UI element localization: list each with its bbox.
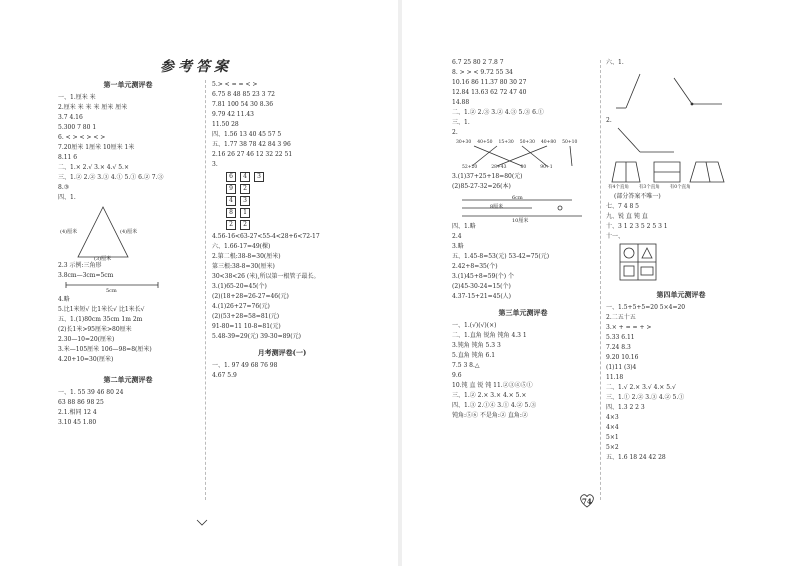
answer-line: 8.③ <box>58 184 70 191</box>
box-answer-grid <box>212 172 352 230</box>
answer-line: 3.(1)65-20=45(个) <box>212 283 267 290</box>
answer-block <box>212 361 352 381</box>
heart-icon <box>578 493 596 509</box>
length-diagram <box>452 192 594 222</box>
answer-line: (1)11 (3)4 <box>606 364 637 371</box>
figure-label: 40+80 <box>540 140 557 145</box>
figure-label: 有0个直角 <box>669 185 691 190</box>
answer-line: (2)(18+28=26-27=46(元) <box>212 293 289 300</box>
answer-block <box>452 222 594 252</box>
answer-line: 4×3 <box>606 414 619 421</box>
answer-line: 三、1.① 2.② 3.③ 4.② 5.① <box>606 394 685 401</box>
answer-box: 4 <box>240 172 250 182</box>
answer-line: 一、1. 55 39 46 80 24 <box>58 389 124 396</box>
answer-line: 8.11 6 <box>58 154 78 161</box>
answer-box: 1 <box>240 208 250 218</box>
answer-line: 10.16 86 11.37 80 30 27 <box>452 79 527 86</box>
column-divider-right <box>600 60 601 500</box>
answer-line: 91-80=11 10-8=81(元) <box>212 323 281 330</box>
answer-line: 5.48-39=29(元) 39-30=89(元) <box>212 333 301 340</box>
answer-line: 5.直角 钝角 6.1 <box>452 352 496 359</box>
answer-line: 3. <box>212 161 218 168</box>
figure-label: 80 <box>520 165 527 170</box>
answer-line: 7.5 3 8.△ <box>452 362 480 369</box>
answer-block <box>58 295 198 365</box>
answer-line: 5.> < = = < > <box>212 81 258 88</box>
box-row <box>224 184 352 194</box>
note-text: (部分答案不唯一) <box>614 193 661 200</box>
answer-line: 3.略 <box>452 243 464 250</box>
answer-line: 5.300 7 80 1 <box>58 124 97 131</box>
figure-label: 28+43 <box>491 165 507 170</box>
figure-label: 50+10 <box>562 140 578 145</box>
answer-line: 10.钝 直 锐 钝 11.②③④⑤① <box>452 382 533 389</box>
figure-label: 52+20 <box>462 165 478 170</box>
answer-line: (2)85-27-32=26(本) <box>452 183 511 190</box>
answer-block <box>606 383 756 463</box>
figure-label: 有4个直角 <box>608 185 629 190</box>
answer-line: 二、1.× 2.√ 3.× 4.√ 5.× <box>58 164 129 171</box>
page-gutter <box>398 0 402 566</box>
quadrilateral-figures <box>606 160 756 192</box>
triangle-left-label: (4)厘米 <box>60 229 78 235</box>
answer-line: 四、1.略 <box>452 223 476 230</box>
section-heading: 第一单元测评卷 <box>103 80 153 89</box>
answer-line: 四、1.3 2 2 3 <box>606 404 645 411</box>
answer-line: 4.略 <box>58 296 70 303</box>
chain-top-row <box>456 138 583 148</box>
left-col-2 <box>212 80 352 381</box>
answer-block <box>606 116 756 126</box>
box-row <box>224 208 352 218</box>
answer-line: 5×1 <box>606 434 619 441</box>
answer-line: 5×2 <box>606 444 619 451</box>
answer-line: 4×4 <box>606 424 619 431</box>
answer-block <box>58 93 198 203</box>
quadrilateral-icon <box>606 160 756 184</box>
answer-box: 9 <box>226 184 236 194</box>
answer-line: 第三根:38-8=30(厘米) <box>212 263 275 270</box>
right-col-1 <box>452 58 594 421</box>
page-number-badge <box>582 497 592 506</box>
answer-line: 2. <box>452 129 458 136</box>
answer-line: 3.× + = = + > <box>606 324 652 331</box>
answer-block <box>212 80 352 170</box>
answer-line: 9.20 10.16 <box>606 354 639 361</box>
angle-drawing-icon <box>606 68 756 112</box>
answer-box: 2 <box>226 220 236 230</box>
answer-line: 2.1.相同 12 4 <box>58 409 97 416</box>
answer-line: 3.7 4.16 <box>58 114 83 121</box>
ruler-figure <box>58 281 198 295</box>
answer-box: 4 <box>226 196 236 206</box>
answer-line: 3.10 45 1.80 <box>58 419 97 426</box>
figure-label: 90+1 <box>540 165 553 170</box>
answer-line: 三、1. <box>452 119 470 126</box>
box-row <box>224 172 352 182</box>
answer-line: 6. < > < > < > <box>58 134 106 141</box>
answer-line: 7.20厘米 1厘米 10厘米 1米 <box>58 144 135 151</box>
answer-line: 一、1.(√)(√)(×) <box>452 322 497 329</box>
ruler-label: 5cm <box>106 288 117 294</box>
answer-block <box>452 172 594 192</box>
answer-box: 6 <box>226 172 236 182</box>
answer-line: 一、1. 97 49 68 76 98 <box>212 362 278 369</box>
box-row <box>224 220 352 230</box>
section-heading: 第三单元测评卷 <box>498 308 548 317</box>
answer-block <box>606 303 756 383</box>
chevron-down-icon <box>196 512 208 531</box>
answer-line: 6.7 25 80 2 7.8 7 <box>452 59 504 66</box>
answer-block <box>58 261 198 281</box>
section-heading: 月考测评卷(一) <box>257 348 307 357</box>
answer-line: 二、1.直角 锐角 钝角 4.3 1 <box>452 332 527 339</box>
answer-line: 3.8cm—3cm=5cm <box>58 272 114 279</box>
answer-block <box>212 232 352 342</box>
answer-box: 8 <box>226 208 236 218</box>
answer-line: 五、1.(1)80cm 35cm 1m 2m <box>58 316 143 323</box>
answer-line: 2.二五十五 <box>606 314 636 321</box>
figure-label: 40+50 <box>477 140 493 145</box>
answer-line: 4.67 5.9 <box>212 372 237 379</box>
answer-line: 五、1.77 38 78 42 84 3 96 <box>212 141 291 148</box>
answer-line: 2. <box>606 117 612 124</box>
answer-line: 11.50 28 <box>212 121 239 128</box>
diagram-top-label: 6cm <box>512 195 523 201</box>
figure-label: 有3个直角 <box>638 185 660 190</box>
answer-line: 十、3 1 2 3 5 2 5 3 1 <box>606 223 668 230</box>
triangle-figure <box>58 203 198 261</box>
answer-line: 二、1.√ 2.× 3.√ 4.× 5.√ <box>606 384 676 391</box>
answer-line: 四、1.③ 2.①④ 3.① 4.② 5.③ <box>452 402 537 409</box>
answer-line: 九、锐 直 钝 直 <box>606 213 648 220</box>
answer-block <box>452 252 594 302</box>
answer-line: 63 88 86 98 25 <box>58 399 104 406</box>
answer-line: 4.(1)26+27=76(元) <box>212 303 270 310</box>
right-col-2 <box>606 58 756 463</box>
box-row <box>224 196 352 206</box>
answer-line: (2)长1米>95厘米>80厘米 <box>58 326 132 333</box>
section-heading: 第四单元测评卷 <box>656 290 706 299</box>
answer-line: 四、1.56 13 40 45 57 5 <box>212 131 282 138</box>
answer-line: 3.(1)45+8=59(个) 个 <box>452 273 514 280</box>
figure-label: 50+30 <box>519 140 535 145</box>
answer-line: 4.20+10=30(厘米) <box>58 356 114 363</box>
answer-line: 8. > > < 9.72 55 34 <box>452 69 513 76</box>
diagram-mid-label: 8厘米 <box>490 204 504 210</box>
answer-box: 2 <box>240 220 250 230</box>
answer-line: 4.56-16<63-27<55-4<28+6<72-17 <box>212 233 320 240</box>
section-heading: 第二单元测评卷 <box>103 375 153 384</box>
answer-line: 3.(1)37+25+18=80(元) <box>452 173 523 180</box>
answer-line: 七、7 4 8 5 <box>606 203 639 210</box>
answer-line: 2.16 26 27 46 12 32 22 51 <box>212 151 293 158</box>
answer-line: 六、1.66-17=49(棵) <box>212 243 271 250</box>
page-number: 74 <box>582 497 592 506</box>
answer-line: 7.81 100 54 30 8.36 <box>212 101 274 108</box>
answer-line: 2.4 <box>452 233 462 240</box>
answer-box: 2 <box>240 184 250 194</box>
left-col-1 <box>58 78 198 428</box>
answer-line: 一、1.5+5+5=20 5×4=20 <box>606 304 686 311</box>
answer-line: 9.79 42 11.43 <box>212 111 254 118</box>
answer-block <box>452 321 594 421</box>
answer-line: 三、1.② 2.× 3.× 4.× 5.× <box>452 392 527 399</box>
answer-block <box>606 58 756 68</box>
triangle-base-label: (3)厘米 <box>94 256 112 262</box>
triangle-right-label: (4)厘米 <box>120 229 138 235</box>
answer-line: (2)(53+28=58=81(元) <box>212 313 280 320</box>
answer-line: 2.42+8=35(个) <box>452 263 498 270</box>
answer-line: 五、1.6 18 24 42 28 <box>606 454 666 461</box>
answer-line: 5.比1米短√ 比1米长√ 比1米长√ <box>58 306 145 313</box>
diagram-bottom-label: 10厘米 <box>512 218 529 224</box>
answer-line: 3.钝角 钝角 5.3 3 <box>452 342 501 349</box>
answer-line: 四、1. <box>58 194 76 201</box>
answer-box: 3 <box>240 196 250 206</box>
ruler-line-icon <box>58 281 198 295</box>
answer-line: 12.84 13.63 62 72 47 40 <box>452 89 527 96</box>
answer-line: 三、1.② 2.② 3.③ 4.① 5.① 6.② 7.③ <box>58 174 164 181</box>
answer-line: 钝角:⑤⑥ 不是角:② 直角:② <box>452 412 528 419</box>
answer-line: 9.6 <box>452 372 462 379</box>
answer-line: (2)45-30-24=15(个) <box>452 283 511 290</box>
shape-grid-icon <box>606 242 756 282</box>
answer-line: 2.3 示例:三角形 <box>58 262 102 269</box>
chain-bottom-row <box>462 163 567 173</box>
answer-box: 3 <box>254 172 264 182</box>
answer-line: 2.第二根:38-8=30(厘米) <box>212 253 281 260</box>
answer-line: 五、1.45-8=53(元) 53-42=75(元) <box>452 253 550 260</box>
answer-line: 六、1. <box>606 59 624 66</box>
answer-line: 一、1.厘米 米 <box>58 94 96 101</box>
answer-line: 二、1.② 2.③ 3.② 4.③ 5.③ 6.① <box>452 109 544 116</box>
figure-label: 30+30 <box>456 140 472 145</box>
angle-drawing-2-icon <box>606 126 756 156</box>
answer-block <box>58 388 198 428</box>
answer-line: 十一、 <box>606 233 625 240</box>
answer-line: 7.24 8.3 <box>606 344 631 351</box>
page-title: 参考答案 <box>160 59 232 75</box>
answer-line: 5.33 6.11 <box>606 334 635 341</box>
answer-line: 2.30—10=20(厘米) <box>58 336 115 343</box>
answer-line: 4.37-15+21=45(人) <box>452 293 512 300</box>
answer-block <box>606 202 756 242</box>
answer-line: 11.18 <box>606 374 624 381</box>
shape-labels <box>608 183 701 193</box>
answer-line: 6.75 8 48 85 23 3 72 <box>212 91 275 98</box>
matching-figure <box>452 138 594 172</box>
answer-line: 30<38<26 (米),所以第一根管子最长。 <box>212 273 320 280</box>
answer-block <box>452 58 594 138</box>
figure-label: 15+30 <box>498 140 514 145</box>
answer-line: 2.厘米 米 米 米 厘米 厘米 <box>58 104 128 111</box>
answer-line: 3.米—105厘米 106—98=8(厘米) <box>58 346 152 353</box>
column-divider-left <box>205 80 206 500</box>
answer-line: 14.88 <box>452 99 470 106</box>
